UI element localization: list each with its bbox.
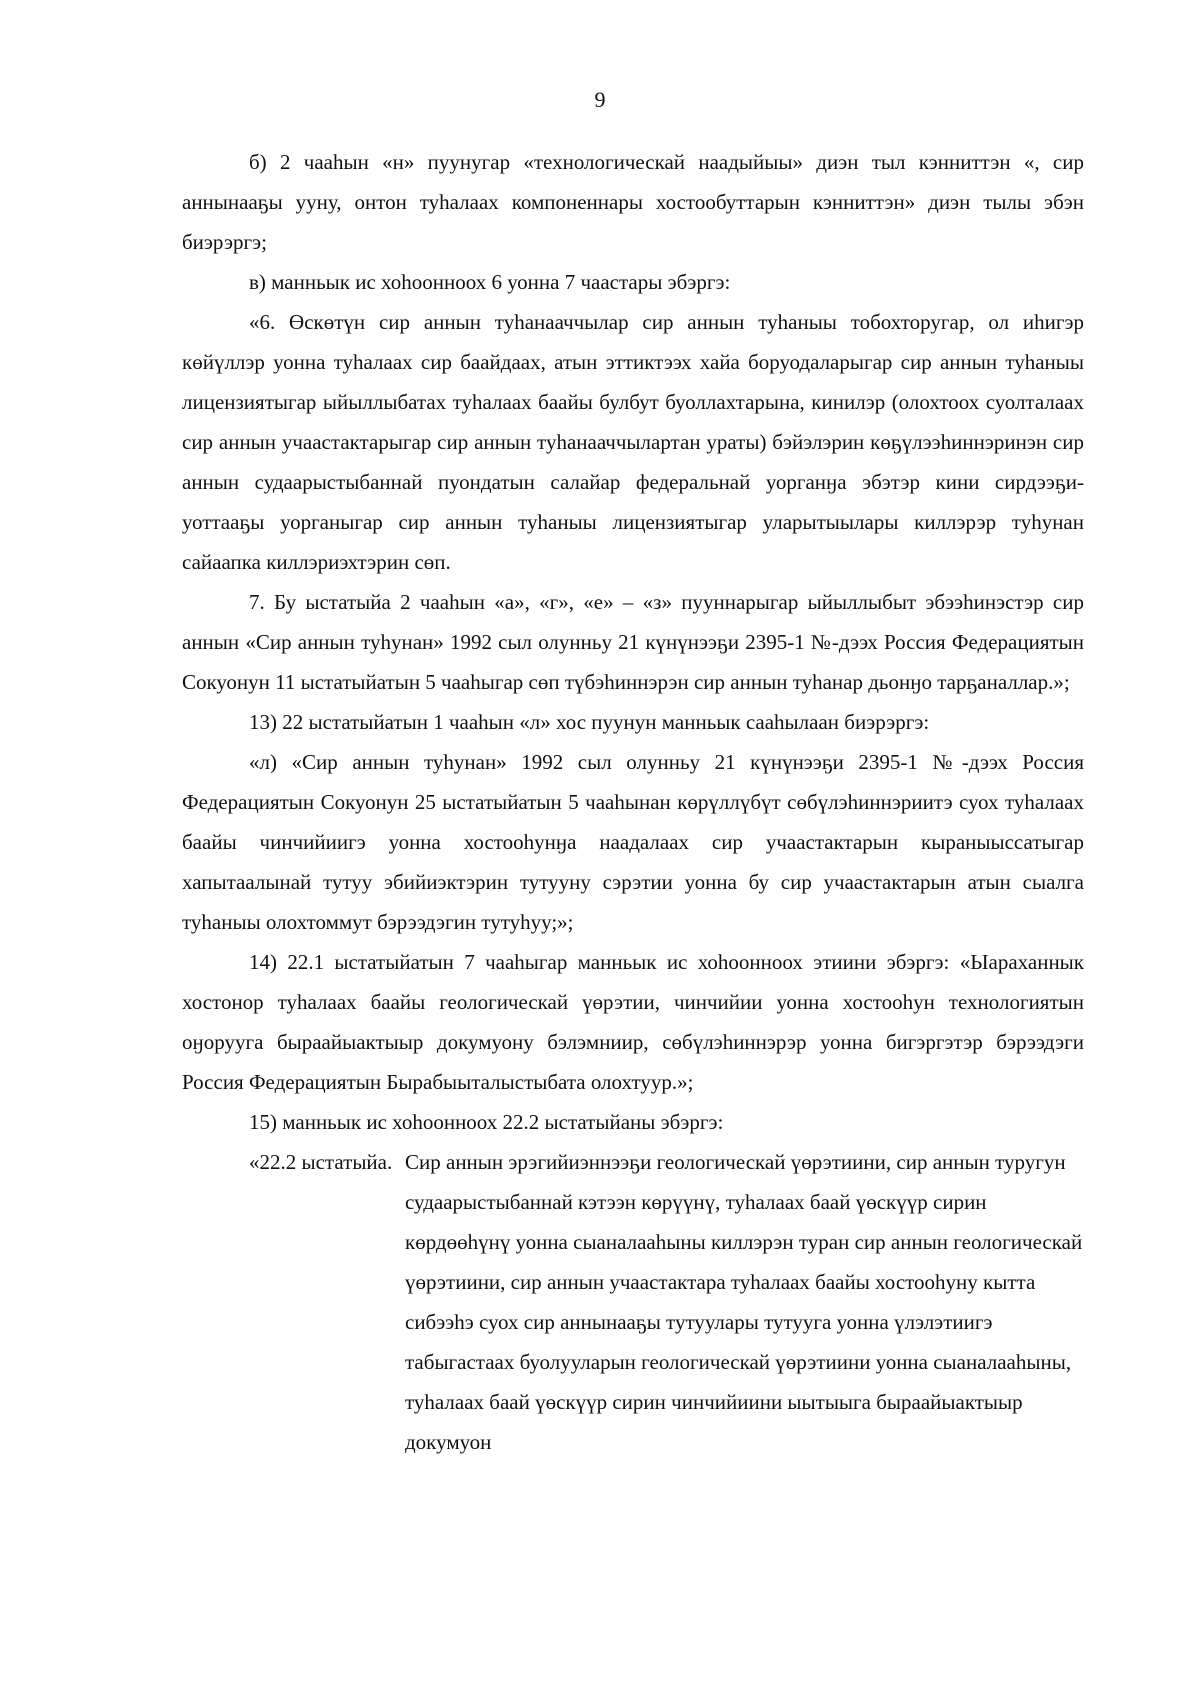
paragraph-b: б) 2 чааһын «н» пуунугар «технологическай наадыйыы» диэн тыл кэнниттэн «, сир аннынааҕы ууну, онтон туһалаах компоненнары хостообуттарын кэнниттэн» диэн тылы эбэн биэрэргэ; bbox=[182, 150, 1084, 254]
paragraph-part-7: 7. Бу ыстатыйа 2 чааһын «а», «г», «е» – «з» пууннарыгар ыйыллыбыт эбээһинэстэр сир аннын «Сир аннын туһунан» 1992 сыл олунньу 21 күнүнээҕи 2395-1 №-дээх Россия Федерациятын Сокуонун 11 ыстатыйатын 5 чааһыгар сөп түбэһиннэрэн сир аннын туһанар дьонӈо тарҕаналлар.»; bbox=[182, 590, 1084, 694]
paragraph-part-6: «6. Өскөтүн сир аннын туһанааччылар сир аннын туһаныы тобохторугар, ол иһигэр көйүллэр уонна туһалаах сир баайдаах, атын эттиктээх хайа боруодаларыгар сир аннын туһаныы лицензиятыгар ыйыллыбатах туһалаах баайы булбут буоллахтарына, кинилэр (олохтоох суолталаах сир аннын учаастактарыгар сир аннын туһанааччылартан ураты) бэйэлэрин көҕүлээһиннэринэн сир аннын судаарыстыбаннай пуондатын салайар федеральнай уорганӈа эбэтэр кини сирдээҕи-уоттааҕы уорганыгар сир аннын туһаныы лицензиятыгар уларытыылары киллэрэр туһунан сайаапка киллэриэхтэрин сөп. bbox=[182, 310, 1084, 574]
paragraph-v: в) манньык ис хоһоонноох 6 уонна 7 чаастары эбэргэ: bbox=[249, 270, 731, 294]
document-body bbox=[182, 142, 1084, 1462]
paragraph-item-15: 15) манньык ис хоһоонноох 22.2 ыстатыйаны эбэргэ: bbox=[249, 1110, 724, 1134]
page-number: 9 bbox=[594, 87, 606, 112]
article-number: «22.2 ыстатыйа. bbox=[249, 1150, 393, 1174]
paragraph-item-13: 13) 22 ыстатыйатын 1 чааһын «л» хос пуунун манньык сааһылаан биэрэргэ: bbox=[249, 710, 930, 734]
paragraph-item-14: 14) 22.1 ыстатыйатын 7 чааһыгар манньык ис хоһоонноох этиини эбэргэ: «Ыараханнык хостонор туһалаах баайы геологическай үөрэтии, чинчийии уонна хостооһун технологиятын оӈоруугa быраайыактыыр докумуону бэлэмниир, сөбүлэһиннэрэр уонна бигэргэтэр бэрээдэги Россия Федерациятын Бырабыыталыстыбата олохтуур.»; bbox=[182, 950, 1084, 1094]
article-22-2-heading bbox=[182, 1142, 1084, 1462]
paragraph-subitem-l: «л) «Сир аннын туһунан» 1992 сыл олунньу 21 күнүнээҕи 2395-1 №-дээх Россия Федерациятын Сокуонун 25 ыстатыйатын 5 чааһынан көрүллүбүт сөбүлэһиннэриитэ суох туһалаах баайы чинчийиигэ уонна хостооһунӈа наадалаах сир учаастактарын кыраныыссатыгар хапытаалынай тутуу эбийиэктэрин тутууну сэрэтии уонна бу сир учаастактарын атын сыалга туһаныы олохтоммут бэрээдэгин тутуһуу;»; bbox=[182, 750, 1084, 934]
article-title: Сир аннын эрэгийиэннээҕи геологическай үөрэтиини, сир аннын туругун судаарыстыбаннай кэтээн көрүүнү, туһалаах баай үөскүүр сирин көрдөөһүнү уонна сыаналааһыны киллэрэн туран сир аннын геологическай үөрэтиини, сир аннын учаастактара туһалаах баайы хостооһуну кытта сибээһэ суох сир аннынааҕы тутуулары тутууга уонна үлэлэтиигэ табыгастаах буолууларын геологическай үөрэтиини уонна сыаналааһыны, туһалаах баай үөскүүр сирин чинчийиини ыытыыга быраайыактыыр докумуон bbox=[405, 1150, 1083, 1454]
